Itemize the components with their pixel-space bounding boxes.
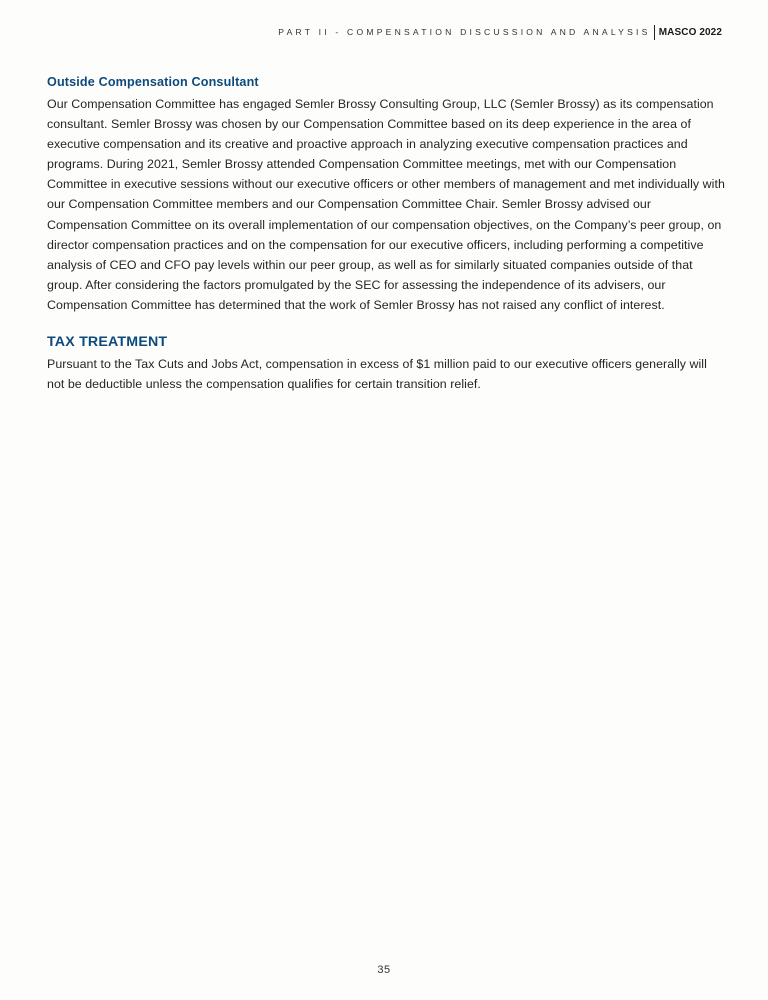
company-label: MASCO 2022 — [658, 26, 722, 38]
page-content — [47, 72, 727, 394]
consultant-heading: Outside Compensation Consultant — [47, 75, 259, 89]
page-number: 35 — [377, 964, 391, 976]
header-divider — [654, 25, 655, 40]
consultant-section — [47, 72, 727, 315]
tax-section — [47, 331, 727, 394]
tax-heading: TAX TREATMENT — [47, 334, 168, 351]
tax-paragraph: Pursuant to the Tax Cuts and Jobs Act, compensation in excess of $1 million paid to our executive officers generally will not be deductible unless the compensation qualifies for certain transition relief. — [47, 357, 707, 392]
consultant-paragraph: Our Compensation Committee has engaged Semler Brossy Consulting Group, LLC (Semler Brossy) as its compensation consultant. Semler Brossy was chosen by our Compensation Committee based on its deep experience in the area of executive compensation and its creative and proactive approach in analyzing executive compensation practices and programs. During 2021, Semler Brossy attended Compensation Committee meetings, met with our Compensation Committee in executive sessions without our executive officers or other members of management and met individually with our Compensation Committee members and our Compensation Committee Chair. Semler Brossy advised our Compensation Committee on its overall implementation of our compensation objectives, on the Company’s peer group, on director compensation practices and on the compensation for our executive officers, including performing a competitive analysis of CEO and CFO pay levels within our peer group, as well as for similarly situated companies outside of that group. After considering the factors promulgated by the SEC for assessing the independence of its advisers, our Compensation Committee has determined that the work of Semler Brossy has not raised any conflict of interest. — [47, 97, 725, 312]
section-label: PART II - COMPENSATION DISCUSSION AND ANALYSIS — [278, 27, 651, 37]
running-header — [278, 25, 722, 39]
